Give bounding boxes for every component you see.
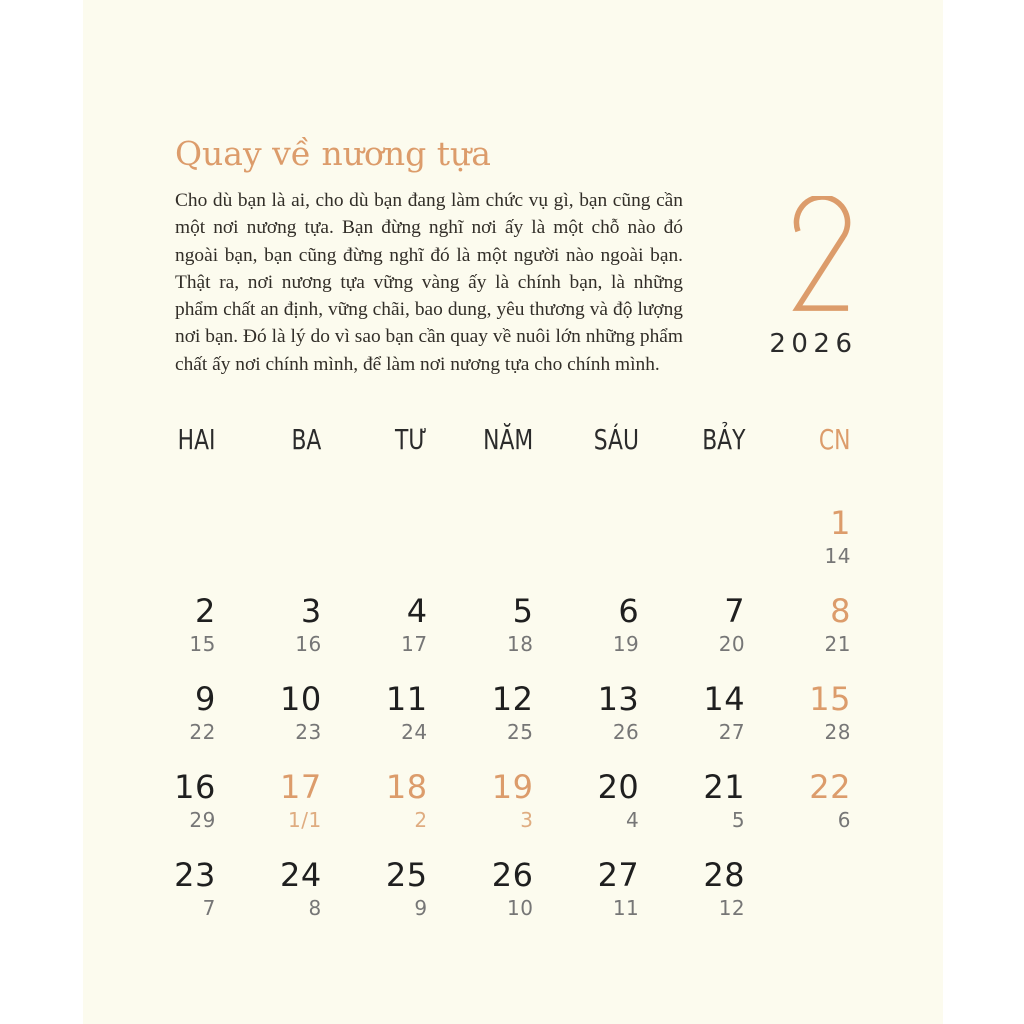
weekday-header-mon: [110, 424, 216, 456]
weekday-label: BA: [291, 423, 322, 456]
day-cell-empty: [216, 505, 322, 567]
weekday-header-sat: [639, 424, 745, 456]
day-cell: [110, 857, 216, 919]
lunar-date: 14: [824, 544, 851, 568]
day-cell: [322, 593, 428, 655]
lunar-date: 22: [189, 720, 216, 744]
day-cell: [533, 857, 639, 919]
quote-paragraph: Cho dù bạn là ai, cho dù bạn đang làm chức vụ gì, bạn cũng cần một nơi nương tựa. Bạn đừng nghĩ nơi ấy là một chỗ nào đó ngoài bạn, bạn cũng đừng nghĩ đó là một người nào ngoài bạn. Thật ra, nơi nương tựa vững vàng ấy là chính bạn, là những phẩm chất an định, vững chãi, bao dung, yêu thương và độ lượng nơi bạn. Đó là lý do vì sao bạn cần quay về nuôi lớn những phẩm chất ấy nơi chính mình, để làm nơi nương tựa cho chính mình.: [175, 190, 683, 375]
lunar-date: 26: [612, 720, 640, 744]
lunar-date: 20: [718, 632, 746, 656]
lunar-date: 11: [612, 896, 640, 920]
day-cell-empty: [533, 505, 639, 567]
day-cell: [216, 857, 322, 919]
day-cell: [110, 681, 216, 743]
solar-date: 6: [618, 592, 640, 630]
week-row-2: [110, 593, 851, 655]
day-cell: [745, 505, 851, 567]
lunar-date: 24: [401, 720, 428, 744]
solar-date: 28: [703, 856, 746, 894]
weekday-header-fri: [533, 424, 639, 456]
day-cell: [639, 593, 745, 655]
solar-date: 11: [385, 680, 428, 718]
day-cell: [533, 681, 639, 743]
day-cell: [322, 857, 428, 919]
lunar-date: 7: [202, 896, 216, 920]
solar-date: 20: [597, 768, 640, 806]
lunar-date: 16: [295, 632, 322, 656]
day-cell: [216, 593, 322, 655]
lunar-date: 8: [308, 896, 322, 920]
solar-date: 27: [597, 856, 640, 894]
lunar-date: 9: [414, 896, 428, 920]
solar-date: 3: [300, 592, 322, 630]
weekday-header-sun: [745, 424, 851, 456]
weekday-header-row: [110, 424, 851, 456]
day-cell: [745, 769, 851, 831]
solar-date: 12: [491, 680, 534, 718]
day-cell: [745, 681, 851, 743]
year-label: 2026: [769, 329, 858, 359]
day-cell: [322, 681, 428, 743]
solar-date: 25: [385, 856, 428, 894]
lunar-date: 25: [506, 720, 534, 744]
week-row-5: [110, 857, 851, 919]
solar-date: 24: [279, 856, 322, 894]
day-cell-tet: [216, 769, 322, 831]
solar-date: 9: [194, 680, 216, 718]
day-cell: [639, 769, 745, 831]
page-title: Quay về nương tựa: [175, 134, 491, 173]
lunar-date: 10: [506, 896, 534, 920]
solar-date: 22: [809, 768, 851, 806]
calendar-grid: [110, 0, 851, 1024]
solar-date: 17: [279, 768, 322, 806]
lunar-date: 28: [824, 720, 851, 744]
lunar-date: 1/1: [288, 808, 322, 832]
lunar-date: 5: [731, 808, 746, 832]
lunar-date: 19: [612, 632, 640, 656]
solar-date: 2: [194, 592, 216, 630]
lunar-date: 12: [718, 896, 746, 920]
weekday-label: TƯ: [395, 423, 428, 456]
day-cell: [216, 681, 322, 743]
lunar-date: 18: [506, 632, 534, 656]
week-row-3: [110, 681, 851, 743]
day-cell-empty: [322, 505, 428, 567]
solar-date: 19: [491, 768, 534, 806]
day-cell-empty: [110, 505, 216, 567]
solar-date: 10: [279, 680, 322, 718]
day-cell: [533, 593, 639, 655]
week-row-1: [110, 505, 851, 567]
solar-date: 13: [597, 680, 640, 718]
solar-date: 1: [830, 504, 851, 542]
weekday-header-wed: [322, 424, 428, 456]
day-cell: [639, 857, 745, 919]
lunar-date: 4: [626, 808, 640, 832]
solar-date: 21: [703, 768, 746, 806]
day-cell: [428, 857, 534, 919]
lunar-date: 3: [520, 808, 534, 832]
lunar-date: 23: [295, 720, 322, 744]
solar-date: 16: [174, 768, 216, 806]
weekday-label: BẢY: [701, 423, 746, 456]
solar-date: 8: [830, 592, 851, 630]
day-cell: [110, 769, 216, 831]
lunar-date: 27: [718, 720, 746, 744]
day-cell-tet: [322, 769, 428, 831]
solar-date: 18: [385, 768, 428, 806]
day-cell-tet: [428, 769, 534, 831]
lunar-date: 29: [189, 808, 216, 832]
calendar-page: [83, 0, 943, 1024]
solar-date: 23: [174, 856, 216, 894]
day-cell: [428, 681, 534, 743]
solar-date: 14: [703, 680, 746, 718]
weekday-label: HAI: [178, 423, 216, 456]
day-cell: [110, 593, 216, 655]
day-cell-empty: [428, 505, 534, 567]
weekday-label: SÁU: [594, 423, 640, 456]
lunar-date: 21: [824, 632, 851, 656]
lunar-date: 17: [401, 632, 428, 656]
lunar-date: 15: [189, 632, 216, 656]
weekday-label: NĂM: [483, 423, 534, 456]
lunar-date: 6: [837, 808, 851, 832]
day-cell: [639, 681, 745, 743]
day-cell-empty: [745, 857, 851, 919]
weekday-header-tue: [216, 424, 322, 456]
week-row-4: [110, 769, 851, 831]
lunar-date: 2: [414, 808, 428, 832]
solar-date: 15: [809, 680, 851, 718]
day-cell: [745, 593, 851, 655]
solar-date: 7: [724, 592, 746, 630]
solar-date: 26: [491, 856, 534, 894]
weekday-label: CN: [819, 423, 851, 456]
weekday-header-thu: [428, 424, 534, 456]
day-cell: [533, 769, 639, 831]
solar-date: 5: [512, 592, 534, 630]
day-cell: [428, 593, 534, 655]
day-cell-empty: [639, 505, 745, 567]
solar-date: 4: [406, 592, 428, 630]
